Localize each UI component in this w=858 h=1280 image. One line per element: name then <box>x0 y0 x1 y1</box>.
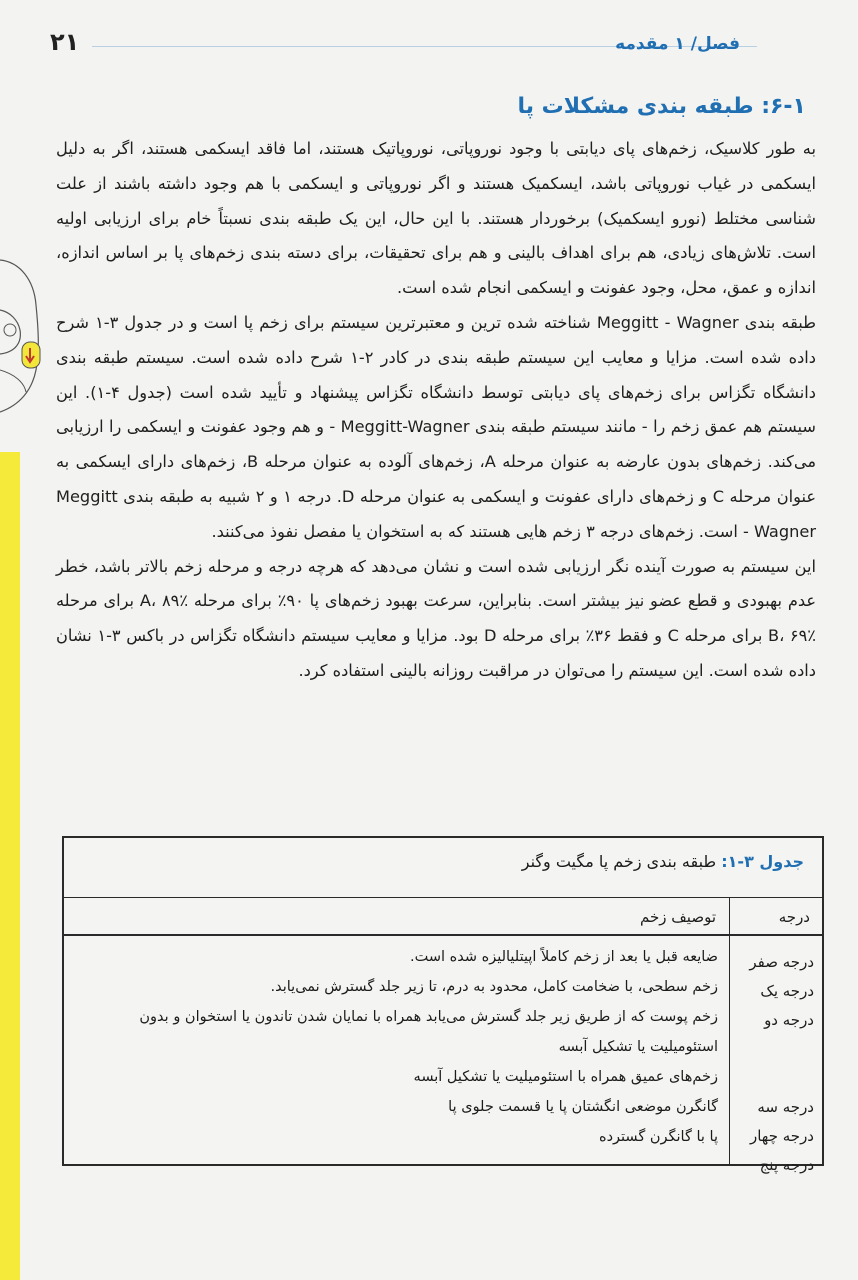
description-cell: زخم سطحی، با ضخامت کامل، محدود به درم، تا زیر جلد گسترش نمی‌یابد. <box>270 979 718 995</box>
description-cell: زخم پوست که از طریق زیر جلد گسترش می‌یابد همراه با نمایان شدن تاندون یا استخوان و بدون استئومیلیت یا تشکیل آبسه <box>139 1009 718 1055</box>
description-column <box>70 942 718 1152</box>
section-heading: ۶-۱: طبقه بندی مشکلات پا <box>517 94 806 119</box>
paragraph: این سیستم به صورت آینده نگر ارزیابی شده است و نشان می‌دهد که هرچه درجه و مرحله زخم بالاتر باشد، خطر عدم بهبودی و قطع عضو نیز بیشتر است. بنابراین، سرعت بهبود زخم‌های پا ۹۰٪ برای مرحله A، ۸۹٪ برای مرحله B، ۶۹٪ برای مرحله C و فقط ۳۶٪ برای مرحله D بود. مزایا و معایب سیستم دانشگاه تگزاس در باکس ۳-۱ نشان داده شده است. این سیستم را می‌توان در مراقبت روزانه بالینی استفاده کرد. <box>56 556 817 680</box>
description-cell: گانگرن موضعی انگشتان پا یا قسمت جلوی پا <box>448 1099 718 1115</box>
grade-column <box>734 948 814 1180</box>
grade-cell: درجه پنج <box>759 1156 814 1174</box>
grade-cell: درجه صفر <box>749 953 814 971</box>
chapter-label: فصل/ ۱ مقدمه <box>615 34 740 54</box>
body-text <box>56 132 816 689</box>
page-number: ۲۱ <box>50 28 80 56</box>
grade-cell: درجه یک <box>760 982 814 1000</box>
foot-illustration <box>0 250 46 420</box>
grade-cell: درجه سه <box>757 1098 814 1116</box>
page-header <box>0 26 858 62</box>
paragraph: به طور کلاسیک، زخم‌های پای دیابتی با وجود نوروپاتی، نوروپاتیک هستند، اما فاقد ایسکمی هستند، اگر به دلیل ایسکمی در غیاب نوروپاتی باشد، ایسکمیک هستند و اگر نوروپاتی و ایسکمی با هم وجود داشته باشند از علت شناسی مختلط (نورو ایسکمیک) برخوردار هستند. با این حال، این یک طبقه بندی نسبتاً خام برای ارزیابی اولیه است. تلاش‌های زیادی، هم برای اهداف بالینی و هم برای تحقیقات، برای دسته بندی زخم‌های پا بر اساس اندازه، اندازه و عمق، محل، وجود عفونت و ایسکمی انجام شده است. <box>56 139 816 298</box>
wagner-table <box>62 836 824 1174</box>
header-row-divider <box>64 934 822 936</box>
description-cell: ضایعه قبل یا بعد از زخم کاملاً اپیتلیالیزه شده است. <box>410 949 718 965</box>
grade-cell: درجه دو <box>764 1011 814 1029</box>
description-cell: پا با گانگرن گسترده <box>598 1129 718 1145</box>
column-divider <box>729 898 731 1164</box>
yellow-side-strip <box>0 452 20 1280</box>
table-caption-label: جدول ۳-۱: <box>721 852 804 871</box>
column-header-grade: درجه <box>778 908 810 926</box>
table-caption <box>64 838 822 898</box>
grade-cell: درجه چهار <box>749 1127 814 1145</box>
description-cell: زخم‌های عمیق همراه با استئومیلیت یا تشکیل آبسه <box>413 1069 718 1085</box>
column-header-description: توصیف زخم <box>640 908 716 926</box>
grade-spacer <box>734 1035 814 1093</box>
table-caption-text: طبقه بندی زخم پا مگیت وگنر <box>521 852 722 871</box>
paragraph: طبقه بندی Meggitt - Wagner شناخته شده ترین و معتبرترین سیستم برای زخم پا است و در جدول ۳-۱ شرح داده شده است. مزایا و معایب این سیستم طبقه بندی در کادر ۲-۱ شرح داده شده است. سیستم طبقه بندی دانشگاه تگزاس برای زخم‌های پای دیابتی توسط دانشگاه تگزاس پیشنهاد و تأیید شده است (جدول ۴-۱). این سیستم هم عمق زخم را - مانند سیستم طبقه بندی Meggitt-Wagner - و هم وجود عفونت و ایسکمی را ارزیابی می‌کند. زخم‌های بدون عارضه به عنوان مرحله A، زخم‌های آلوده به عنوان مرحله B، زخم‌های دارای ایسکمی به عنوان مرحله C و زخم‌های دارای عفونت و ایسکمی به عنوان مرحله D. درجه ۱ و ۲ شبیه به طبقه بندی Meggitt - Wagner است. زخم‌های درجه ۳ زخم هایی هستند که به استخوان یا مفصل نفوذ می‌کنند. <box>56 312 817 541</box>
